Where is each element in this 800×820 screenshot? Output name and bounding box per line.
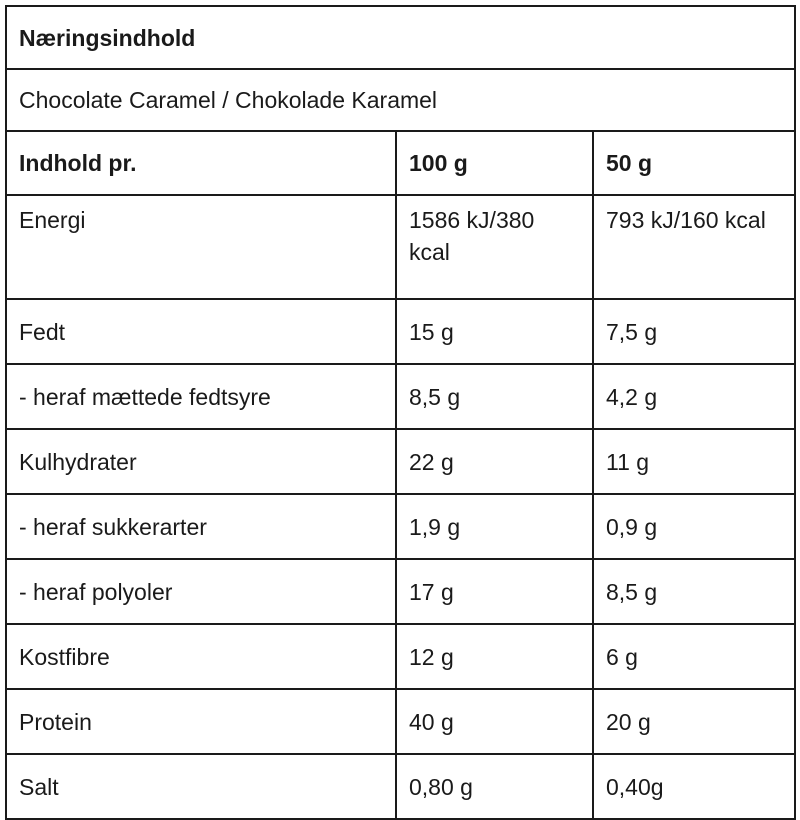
nutrition-table [5,5,796,820]
nutrient-name: - heraf sukkerarter [6,494,396,559]
value-per-50g: 20 g [593,689,795,754]
value-per-50g: 0,40g [593,754,795,819]
nutrient-name: Energi [6,195,396,299]
table-row [6,429,795,494]
table-row [6,754,795,819]
value-per-100g: 0,80 g [396,754,593,819]
nutrient-name: - heraf mættede fedtsyre [6,364,396,429]
value-per-100g: 40 g [396,689,593,754]
table-row [6,494,795,559]
nutrient-name: Protein [6,689,396,754]
value-per-50g: 0,9 g [593,494,795,559]
table-title: Næringsindhold [6,6,795,69]
value-per-50g: 8,5 g [593,559,795,624]
value-per-50g: 4,2 g [593,364,795,429]
value-per-100g: 17 g [396,559,593,624]
column-header-nutrient: Indhold pr. [6,131,396,195]
nutrient-name: - heraf polyoler [6,559,396,624]
nutrient-name: Kostfibre [6,624,396,689]
value-per-100g: 22 g [396,429,593,494]
value-per-50g: 7,5 g [593,299,795,364]
value-per-50g: 11 g [593,429,795,494]
table-row [6,559,795,624]
product-name: Chocolate Caramel / Chokolade Karamel [6,69,795,131]
column-header-per-100g: 100 g [396,131,593,195]
value-per-100g: 8,5 g [396,364,593,429]
nutrient-name: Salt [6,754,396,819]
table-row [6,689,795,754]
value-per-50g: 6 g [593,624,795,689]
column-header-per-50g: 50 g [593,131,795,195]
nutrient-name: Fedt [6,299,396,364]
value-per-100g: 1586 kJ/380 kcal [396,195,593,299]
value-per-50g: 793 kJ/160 kcal [593,195,795,299]
value-per-100g: 12 g [396,624,593,689]
table-row [6,195,795,299]
value-per-100g: 15 g [396,299,593,364]
table-row [6,299,795,364]
table-row [6,624,795,689]
value-per-100g: 1,9 g [396,494,593,559]
table-row [6,364,795,429]
nutrient-name: Kulhydrater [6,429,396,494]
